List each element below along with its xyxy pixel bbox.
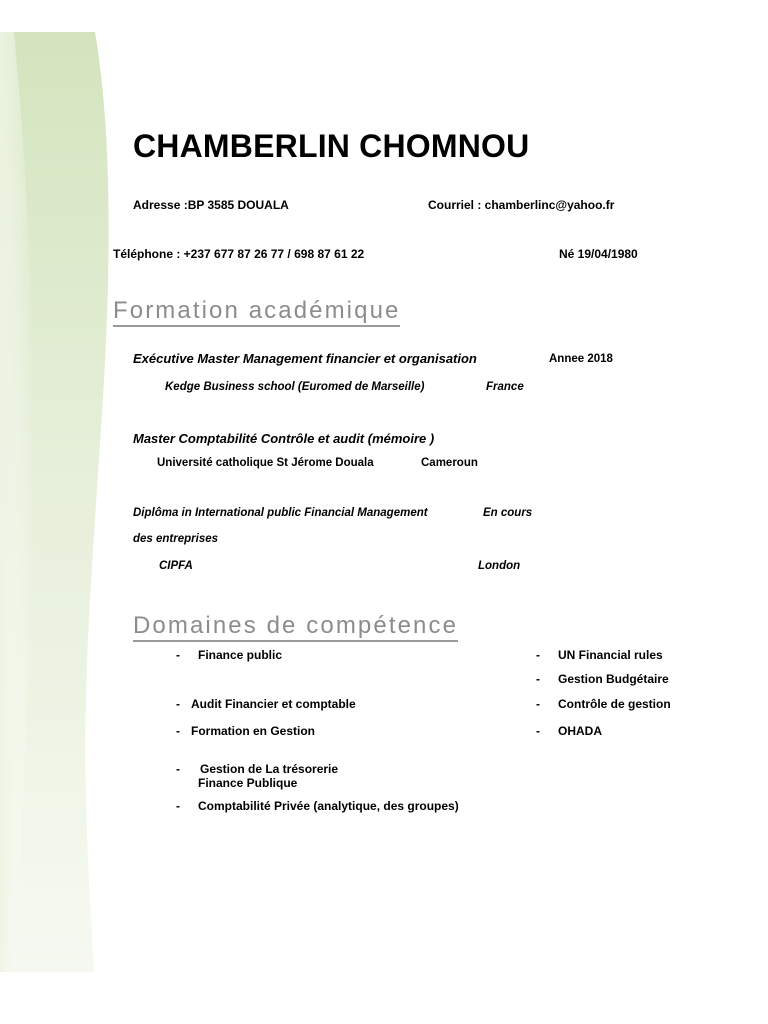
skill-bullet: - bbox=[176, 648, 180, 662]
education-2-location: Cameroun bbox=[421, 457, 478, 469]
education-3-status: En cours bbox=[483, 507, 533, 519]
address-text: Adresse :BP 3585 DOUALA bbox=[133, 198, 289, 212]
education-section-title: Formation académique bbox=[113, 298, 400, 327]
education-1-school: Kedge Business school (Euromed de Marseille) bbox=[165, 381, 425, 393]
skill-bullet: - bbox=[536, 697, 540, 711]
skill-bullet: - bbox=[536, 672, 540, 686]
skills-section-title: Domaines de compétence bbox=[133, 613, 458, 642]
skill-bullet: - bbox=[536, 724, 540, 738]
phone-text: Téléphone : +237 677 87 26 77 / 698 87 61 22 bbox=[113, 247, 365, 261]
birth-date-text: Né 19/04/1980 bbox=[559, 247, 638, 261]
skill-bullet: - bbox=[536, 648, 540, 662]
education-1-location: France bbox=[486, 381, 524, 393]
skill-item: Gestion de La trésorerie bbox=[200, 762, 339, 776]
skill-item-continuation: Finance Publique bbox=[198, 776, 298, 790]
candidate-name: CHAMBERLIN CHOMNOU bbox=[133, 128, 530, 164]
skill-item: Gestion Budgétaire bbox=[558, 672, 669, 686]
education-2-school: Université catholique St Jérome Douala bbox=[157, 457, 374, 469]
skill-item: UN Financial rules bbox=[558, 648, 663, 662]
skill-bullet: - bbox=[176, 799, 180, 813]
skill-item: Comptabilité Privée (analytique, des groupes) bbox=[198, 799, 459, 813]
education-2-degree: Master Comptabilité Contrôle et audit (mémoire ) bbox=[133, 431, 435, 446]
skill-item: OHADA bbox=[558, 724, 602, 738]
education-3-degree-continuation: des entreprises bbox=[133, 533, 219, 545]
skill-item: Contrôle de gestion bbox=[558, 697, 671, 711]
education-3-school: CIPFA bbox=[159, 560, 193, 572]
skill-bullet: - bbox=[176, 724, 180, 738]
skill-item: Audit Financier et comptable bbox=[191, 697, 356, 711]
email-text: Courriel : chamberlinc@yahoo.fr bbox=[428, 198, 615, 212]
skill-item: Formation en Gestion bbox=[191, 724, 316, 738]
skill-item: Finance public bbox=[198, 648, 283, 662]
education-3-degree: Diplôma in International public Financial Management bbox=[133, 507, 428, 519]
education-3-location: London bbox=[478, 560, 521, 572]
education-1-date: Annee 2018 bbox=[549, 353, 613, 365]
education-1-degree: Exécutive Master Management financier et organisation bbox=[133, 351, 477, 366]
skill-bullet: - bbox=[176, 762, 180, 776]
skill-bullet: - bbox=[176, 697, 180, 711]
decorative-side-band bbox=[0, 0, 130, 1024]
